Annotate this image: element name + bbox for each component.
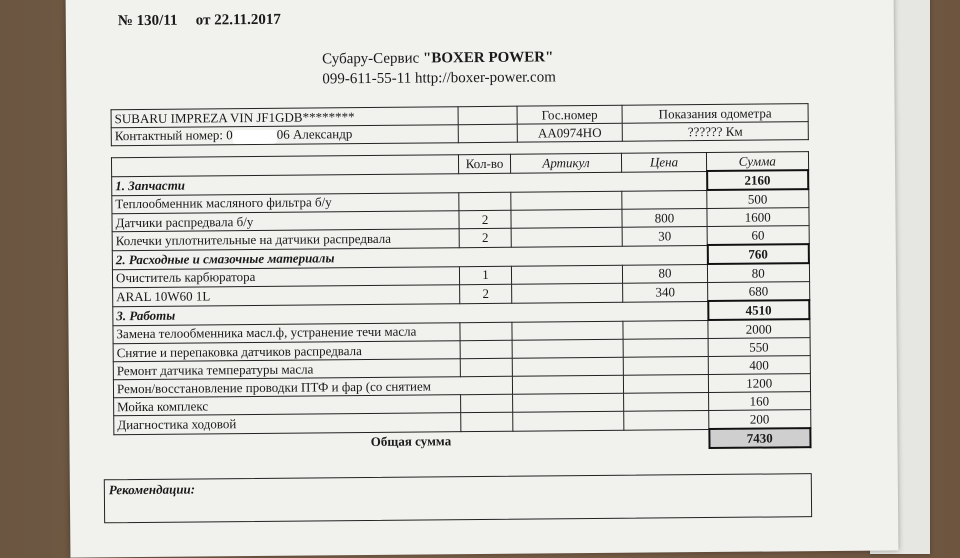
item-sum: 80 (707, 263, 809, 282)
contact-tail: 06 Александр (276, 126, 353, 143)
item-sum: 160 (709, 392, 811, 411)
item-sum: 400 (708, 356, 810, 375)
plate-label: Гос.номер (517, 105, 622, 124)
section-total: 2160 (707, 170, 809, 190)
grand-total-label: Общая сумма (370, 433, 452, 449)
item-sum: 680 (708, 282, 810, 301)
company-name: Субару-Сервис (322, 50, 420, 68)
company-line (322, 49, 553, 68)
item-name: Колечки уплотнительные на датчики распредвала (112, 229, 459, 251)
company-brand: "BOXER POWER" (422, 49, 554, 67)
item-name: Ремонт датчика температуры масла (113, 359, 460, 380)
section-title: 1. Запчасти (112, 171, 707, 195)
section-title: 3. Работы (113, 301, 708, 325)
item-name: Очиститель карбюратора (112, 266, 459, 288)
item-name: Замена телообменника масл.ф, устранение течи масла (113, 322, 460, 344)
section-total: 760 (707, 244, 809, 264)
item-name: Ремон/восстановление проводки ПТФ и фар (со снятием (113, 376, 512, 397)
item-name: Теплообменник масляного фильтра б/у (112, 192, 459, 214)
item-sum: 200 (709, 410, 811, 429)
items-table (111, 151, 812, 454)
item-price: 340 (623, 283, 708, 302)
item-name: Мойка комплекс (114, 395, 461, 416)
item-sum: 1200 (708, 374, 810, 393)
odometer-value: ?????? Км (622, 122, 808, 142)
item-price: 800 (622, 209, 707, 228)
item-sum: 1600 (707, 208, 809, 227)
item-sum: 60 (707, 226, 809, 245)
doc-number: № 130/11 (117, 12, 178, 30)
item-qty: 2 (460, 284, 512, 303)
item-name: Диагностика ходовой (114, 413, 461, 435)
col-qty: Кол-во (458, 154, 510, 173)
item-price: 30 (622, 227, 707, 246)
item-qty: 1 (459, 266, 511, 285)
redacted-blur (233, 129, 277, 143)
col-price: Цена (621, 153, 706, 172)
item-sum: 550 (708, 338, 810, 357)
item-name: ARAL 10W60 1L (113, 285, 460, 307)
item-name: Снятие и перепаковка датчиков распредвала (113, 341, 460, 362)
invoice-sheet (66, 0, 899, 558)
contact-label: Контактный номер: 0 (114, 127, 233, 144)
item-price (622, 190, 707, 209)
item-qty: 2 (459, 228, 511, 247)
section-title: 2. Расходные и смазочные материалы (112, 245, 707, 269)
item-price: 80 (622, 264, 707, 283)
car-model-vin: SUBARU IMPREZA VIN JF1GDB******** (111, 107, 458, 128)
recommendations-label: Рекомендации: (108, 481, 196, 498)
item-qty: 2 (459, 210, 511, 228)
contact-line: 099-611-55-11 http://boxer-power.com (322, 69, 556, 88)
doc-date: от 22.11.2017 (195, 11, 281, 29)
car-info-table (111, 103, 809, 146)
plate-value: AA0974HO (517, 123, 622, 142)
contact-cell (111, 125, 458, 146)
item-name: Датчики распредвала б/у (112, 211, 459, 232)
item-sum: 2000 (708, 319, 810, 338)
item-sum: 500 (707, 189, 809, 208)
col-sum: Сумма (706, 152, 808, 171)
odometer-label: Показания одометра (622, 104, 808, 124)
grand-total-value: 7430 (709, 428, 811, 448)
section-total: 4510 (708, 300, 810, 320)
col-article: Артикул (510, 153, 621, 172)
item-qty (459, 192, 511, 211)
recommendations-box (104, 473, 812, 523)
